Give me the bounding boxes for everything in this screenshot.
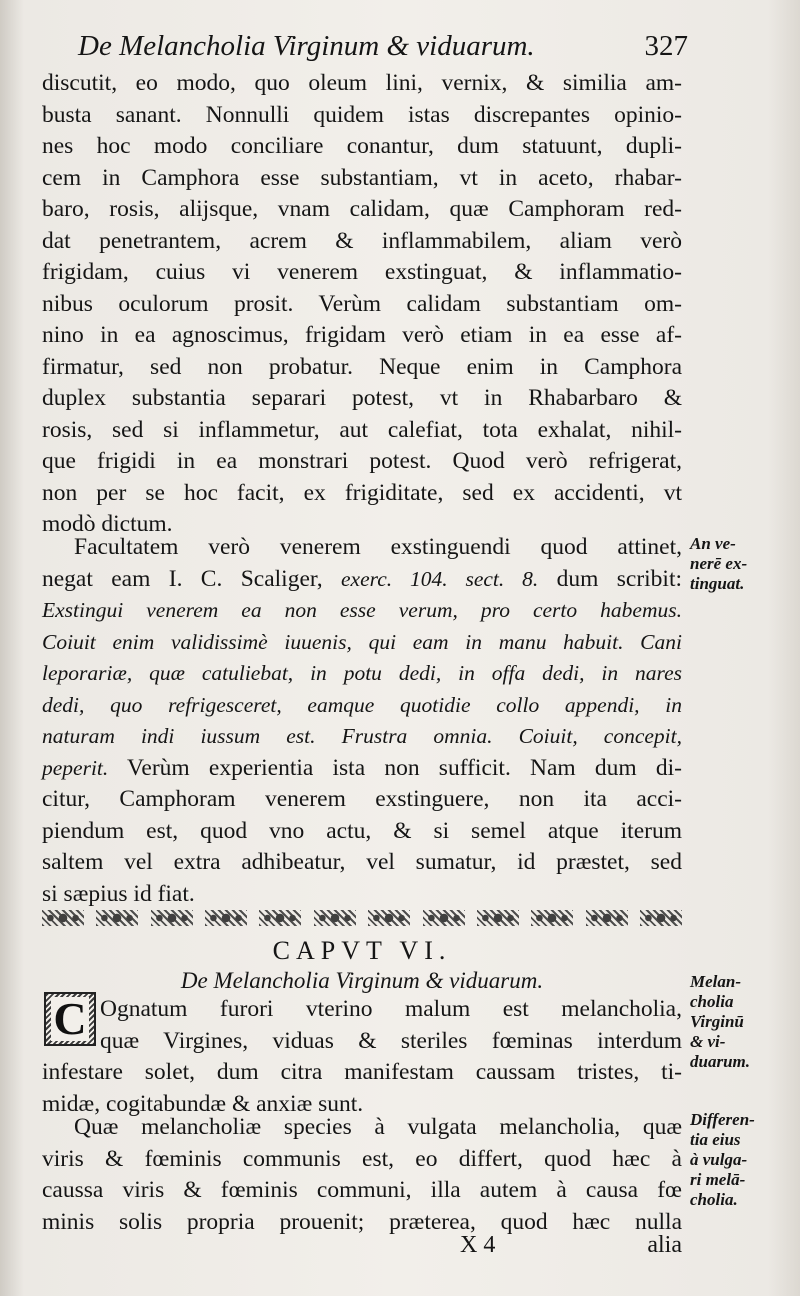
- ornament: [151, 910, 193, 926]
- ornament: [96, 910, 138, 926]
- quotation-end: peperit.: [42, 755, 109, 780]
- ornament: [423, 910, 465, 926]
- margin-note-line: à vulga-: [690, 1150, 748, 1169]
- text-line: busta sanant. Nonnulli quidem istas discrepantes opinio-: [42, 101, 682, 128]
- ornament: [368, 910, 410, 926]
- text-span: negat eam I. C. Scaliger,: [42, 565, 341, 592]
- margin-note-melancholia: [690, 972, 794, 1072]
- signature-mark: X 4: [460, 1232, 496, 1258]
- margin-note-venere: [690, 534, 794, 594]
- text-line: caussa viris & fœminis communi, illa autem à causa fœ: [42, 1177, 682, 1203]
- margin-note-line: duarum.: [690, 1052, 750, 1071]
- text-line: duplex substantia separari potest, vt in Rhabarbaro &: [42, 385, 682, 411]
- ornament: [477, 910, 519, 926]
- chapter-paragraph-1-top: [100, 994, 682, 1057]
- ornament: [205, 910, 247, 926]
- text-line: dat penetrantem, acrem & inflammabilem, aliam verò: [42, 227, 682, 254]
- initial-letter: C: [53, 993, 87, 1044]
- text-line: midæ, cogitabundæ & anxiæ sunt.: [42, 1090, 364, 1117]
- text-line: discutit, eo modo, quo oleum lini, vernix, & similia am-: [42, 70, 682, 96]
- catchword: alia: [647, 1232, 682, 1258]
- quotation-line: Exstingui venerem ea non esse verum, pro certo habemus.: [42, 598, 682, 622]
- text-line: non per se hoc facit, ex frigiditate, sed ex accidenti, vt: [42, 479, 682, 506]
- quotation-line: naturam indi iussum est. Frustra omnia. Coiuit, concepit,: [42, 724, 682, 748]
- text-line: infestare solet, dum citra manifestam caussam tristes, ti-: [42, 1059, 682, 1085]
- chapter-paragraph-2: [42, 1112, 682, 1238]
- text-line: [42, 564, 682, 596]
- quotation-line: leporariæ, quæ catuliebat, in potu dedi, in offa dedi, in nares: [42, 661, 682, 685]
- citation: exerc. 104. sect. 8.: [341, 566, 539, 591]
- text-line: frigidam, cuius vi venerem exstinguat, & inflammatio-: [42, 259, 682, 285]
- text-line: quæ Virgines, viduas & steriles fœminas interdum: [100, 1027, 682, 1054]
- decorated-initial: [44, 992, 96, 1046]
- page-footer: [42, 1232, 682, 1266]
- margin-note-line: Virginū: [690, 1012, 744, 1031]
- chapter-heading: CAPVT VI.: [272, 936, 452, 965]
- text-line: [42, 753, 682, 785]
- text-line: viris & fœminis communis est, eo differt, quod hæc à: [42, 1145, 682, 1172]
- text-line: minis solis propria prouenit; præterea, quod hæc nulla: [42, 1208, 682, 1235]
- margin-note-line: tia eius: [690, 1130, 741, 1149]
- ornament: [259, 910, 301, 926]
- margin-note-line: ri melā-: [690, 1170, 746, 1189]
- text-line: si sæpius id fiat.: [42, 880, 195, 907]
- text-line: saltem vel extra adhibeatur, vel sumatur, id præstet, sed: [42, 849, 682, 875]
- text-line: citur, Camphoram venerem exstinguere, non ita acci-: [42, 786, 682, 812]
- ornament: [586, 910, 628, 926]
- quotation-line: dedi, quo refrigesceret, eamque quotidie collo appendi, in: [42, 692, 682, 717]
- ornament-divider: [42, 904, 682, 932]
- text-line: modò dictum.: [42, 511, 173, 537]
- text-line: rosis, sed si inflammetur, aut calefiat, tota exhalat, nihil-: [42, 416, 682, 443]
- text-span: dum scribit:: [538, 565, 683, 592]
- margin-note-line: cholia: [690, 992, 734, 1011]
- text-line: piendum est, quod vno actu, & si semel atque iterum: [42, 817, 682, 844]
- text-line: Facultatem verò venerem exstinguendi quod attinet,: [74, 534, 682, 560]
- text-line: nibus oculorum prosit. Verùm calidam substantiam om-: [42, 290, 682, 317]
- text-line: Ognatum furori vterino malum est melancholia,: [100, 996, 682, 1022]
- text-line: Quæ melancholiæ species à vulgata melancholia, quæ: [74, 1114, 682, 1140]
- chapter-paragraph-1: [42, 1057, 682, 1120]
- margin-note-line: cholia.: [690, 1190, 738, 1209]
- text-line: nino in ea agnoscimus, frigidam verò etiam in ea esse af-: [42, 322, 682, 348]
- page-number: 327: [644, 30, 688, 62]
- ornament: [640, 910, 682, 926]
- ornament: [42, 910, 84, 926]
- running-head-title: De Melancholia Virginum & viduarum.: [78, 30, 535, 62]
- margin-note-line: Melan-: [690, 972, 741, 991]
- margin-note-line: An ve-: [690, 534, 736, 553]
- text-line: baro, rosis, alijsque, vnam calidam, quæ Camphoram red-: [42, 196, 682, 222]
- top-paragraph: [42, 68, 682, 541]
- quotation-line: Coiuit enim validissimè iuuenis, qui eam in manu habuit. Cani: [42, 629, 682, 654]
- text-line: nes hoc modo conciliare conantur, dum statuunt, dupli-: [42, 133, 682, 159]
- ornament: [314, 910, 356, 926]
- margin-note-differentia: [690, 1110, 794, 1210]
- margin-note-line: tinguat.: [690, 574, 745, 593]
- text-line: firmatur, sed non probatur. Neque enim in Camphora: [42, 353, 682, 380]
- text-line: que frigidi in ea monstrari potest. Quod verò refrigerat,: [42, 448, 682, 474]
- margin-note-line: & vi-: [690, 1032, 726, 1051]
- second-paragraph: [42, 532, 682, 910]
- margin-note-line: Differen-: [690, 1110, 755, 1129]
- margin-note-line: nerē ex-: [690, 554, 748, 573]
- running-head: [78, 30, 688, 70]
- text-span: Verùm experientia ista non sufficit. Nam dum di-: [108, 754, 682, 781]
- text-line: cem in Camphora esse substantiam, vt in aceto, rhabar-: [42, 164, 682, 191]
- ornament: [531, 910, 573, 926]
- chapter-subtitle: De Melancholia Virginum & viduarum.: [180, 968, 544, 993]
